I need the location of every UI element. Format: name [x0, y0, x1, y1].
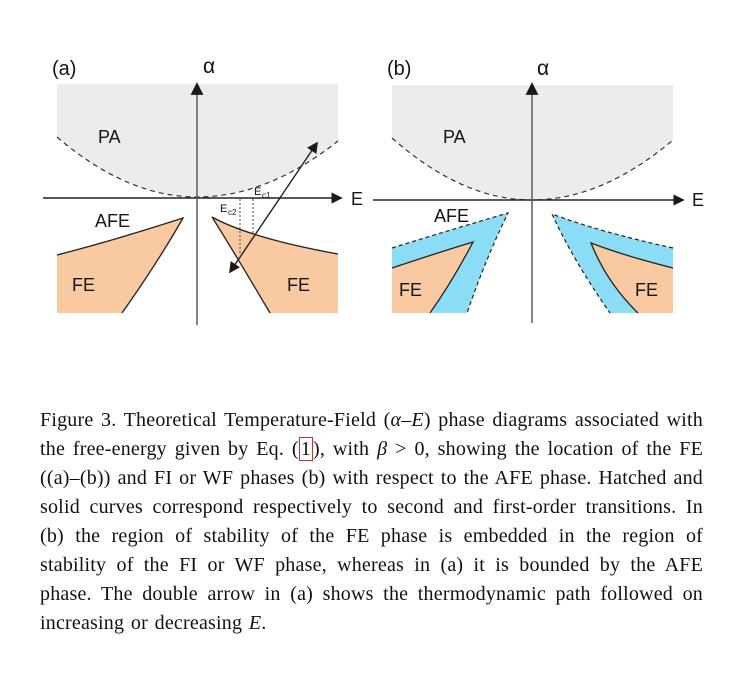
fe-left-region-label-a: FE: [72, 275, 96, 295]
panel-a-tag: (a): [52, 58, 77, 80]
afe-region-label-a: AFE: [95, 211, 131, 231]
pa-region-label-b: PA: [443, 127, 466, 147]
alpha-axis-label-b: α: [537, 57, 550, 80]
pa-region-label-a: PA: [98, 127, 121, 147]
fe-right-region-label-a: FE: [287, 275, 311, 295]
ec1-label-subscript: c1: [262, 191, 271, 200]
equation-reference-link[interactable]: 1: [300, 438, 311, 460]
caption-mid2: ), with: [312, 438, 378, 460]
field-axis-label-a: E: [351, 189, 364, 209]
panel-a: [43, 55, 363, 325]
caption-tail: .: [261, 612, 267, 634]
panel-b: [373, 57, 704, 323]
ec2-label-subscript: c2: [228, 208, 237, 217]
caption-e-var-1: E: [411, 409, 424, 431]
alpha-axis-label-a: α: [203, 55, 216, 78]
figure-caption: [40, 406, 703, 638]
caption-e-var-2: E: [248, 612, 262, 634]
fe-left-region-label-b: FE: [399, 280, 423, 300]
caption-beta-var: β: [377, 438, 388, 460]
caption-mid1: ) phase diagrams associated with the free-energy given by Eq. (: [40, 409, 703, 460]
field-axis-label-b: E: [692, 190, 705, 210]
caption-alpha-var: α: [390, 409, 402, 431]
panel-b-tag: (b): [387, 58, 412, 80]
caption-endash: –: [401, 409, 412, 431]
fe-right-region-a: [212, 217, 338, 313]
fe-left-region-a: [57, 218, 183, 313]
fe-right-region-label-b: FE: [635, 280, 659, 300]
afe-region-label-b: AFE: [434, 206, 470, 226]
ec1-label: E: [254, 186, 262, 198]
caption-lead: Figure 3. Theoretical Temperature-Field (: [40, 409, 391, 431]
ec2-label: E: [220, 203, 228, 215]
caption-mid3: > 0, showing the location of the FE ((a)–(b)) and FI or WF phases (b) with respect to the AFE phase. Hatched and solid curves correspond respectively to second and first-order transitions. In (b) the region of stability of the FE phase is embedded in the region of stability of the FI or WF phase, whereas in (a) it is bounded by the AFE phase. The double arrow in (a) shows the thermodynamic path followed on increasing or decreasing: [40, 438, 703, 634]
